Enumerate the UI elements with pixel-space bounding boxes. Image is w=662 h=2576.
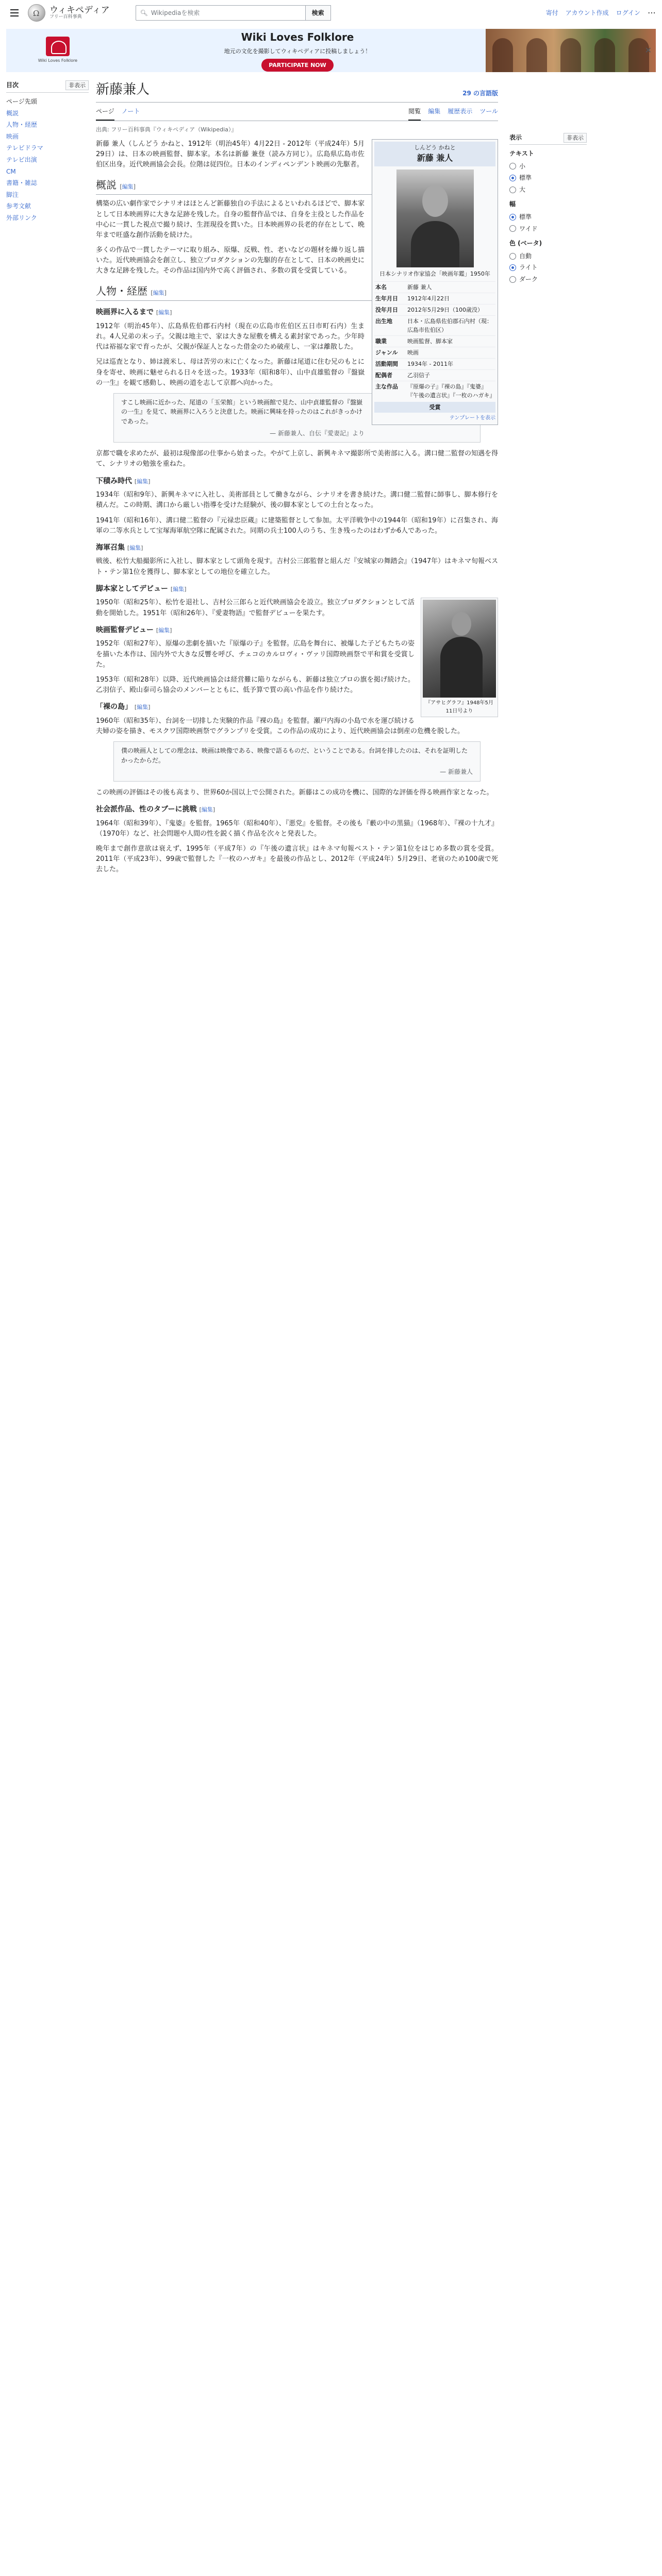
infobox (372, 139, 498, 425)
create-account-link[interactable]: アカウント作成 (565, 9, 609, 16)
appearance-option[interactable] (509, 172, 587, 184)
page-tabs (96, 105, 498, 121)
edit-link[interactable]: 編集 (173, 585, 185, 592)
user-links (546, 7, 656, 20)
close-banner-icon[interactable]: ✕ (644, 45, 652, 55)
edit-link[interactable]: 編集 (137, 478, 148, 485)
subsection-heading: 映画界に入るまで [編集] (96, 308, 172, 317)
toc-item[interactable] (6, 177, 89, 189)
header (0, 0, 662, 26)
tab-history[interactable]: 履歴表示 (448, 108, 473, 115)
subsection-heading: 「裸の島」 [編集] (96, 703, 151, 711)
infobox-value: 日本・広島県佐伯郡石内村（現：広島市佐伯区） (407, 317, 492, 334)
paragraph: 1964年（昭和39年）、『鬼婆』を監督。1965年（昭和40年）、『悪党』を監督。その後も『藪の中の黒猫』（1968年）、『裸の十九才』（1970年）など、社会問題や人間の性を鋭く描く作品を次々と発表した。 (96, 819, 498, 838)
banner-title: Wiki Loves Folklore (241, 30, 354, 43)
toc-item-label: CM (6, 167, 16, 175)
toc-item-label: テレビ出演 (6, 156, 37, 164)
lead-paragraph: 新藤 兼人（しんどう かねと、1912年（明治45年）4月22日 - 2012年（平成24年）5月29日）は、日本の映画監督、脚本家。本名は新藤 兼登（読み方同じ）。広島県広島市佐伯区出身。近代映画協会会長。位階は従四位。日本のインディペンデント映画の先駆者。 (96, 140, 365, 169)
tab-talk[interactable]: ノート (121, 108, 140, 115)
toc-item[interactable] (6, 189, 89, 201)
toc-item[interactable] (6, 166, 89, 178)
radio-icon[interactable] (509, 225, 516, 232)
appearance-panel (509, 76, 587, 879)
infobox-row (374, 369, 495, 381)
appearance-option-label: ライト (519, 264, 538, 272)
infobox-value: 映画監督、脚本家 (407, 338, 453, 345)
paragraph: 多くの作品で一貫したテーマに取り組み、原爆、反戦、性、老いなどの題材を繰り返し描いた。近代映画協会を創立し、独立プロダクションの先駆的存在として、日本の映画史に大きな足跡を残した。その作品は国内外で高く評価され、多数の賞を受賞している。 (96, 246, 365, 275)
infobox-key: 没年月日 (375, 306, 398, 313)
appearance-option[interactable] (509, 262, 587, 274)
login-link[interactable]: ログイン (616, 9, 640, 16)
toc-hide-button[interactable]: 非表示 (65, 80, 89, 90)
banner-logo (6, 37, 109, 64)
participate-button[interactable]: PARTICIPATE NOW (261, 59, 334, 72)
figure-caption: 『アサヒグラフ』1948年5月11日号より (425, 700, 493, 714)
figure (421, 598, 498, 717)
infobox-row (374, 315, 495, 335)
infobox-value: 1934年 - 2011年 (407, 361, 453, 368)
quote-citation: — 新藤兼人 (440, 768, 473, 776)
appearance-option-label: ダーク (519, 275, 538, 283)
paragraph: 1953年（昭和28年）以降、近代映画協会は経営難に陥りながらも、新藤は独立プロの旗を掲げ続けた。乙羽信子、殿山泰司ら協会のメンバーとともに、低予算で質の高い作品を作り続けた。 (96, 675, 415, 694)
toc-item[interactable] (6, 131, 89, 143)
site-wordmark: ウィキペディア (49, 5, 110, 15)
quote-citation: — 新藤兼人、自伝『愛妻記』より (270, 429, 365, 437)
toc-item[interactable] (6, 142, 89, 154)
infobox-row (374, 347, 495, 358)
radio-icon[interactable] (509, 264, 516, 271)
more-options-icon[interactable]: ⋯ (648, 7, 656, 18)
campaign-banner (6, 29, 656, 72)
tab-edit[interactable]: 編集 (428, 108, 441, 115)
tab-tools[interactable]: ツール (479, 108, 498, 115)
wikipedia-globe-icon (28, 4, 45, 22)
infobox-value: 映画 (407, 349, 419, 357)
infobox-value: 2012年5月29日（100歳没） (407, 306, 483, 313)
paragraph: 晩年まで創作意欲は衰えず、1995年（平成7年）の『午後の遺言状』はキネマ旬報ベスト・テン第1位をはじめ多数の賞を受賞。2011年（平成23年）、99歳で監督した『一枚のハガキ』を最後の作品とし、2012年（平成24年）5月29日、老衰のため100歳で死去した。 (96, 844, 498, 874)
toc-item[interactable] (6, 96, 89, 108)
appearance-title: 表示 (509, 134, 522, 141)
portrait-photo[interactable] (396, 170, 474, 267)
banner-photo (486, 29, 656, 72)
toc-item-label: 概説 (6, 109, 19, 117)
toc-item-label: 映画 (6, 132, 19, 140)
edit-link[interactable]: 編集 (158, 626, 170, 634)
infobox-key: 活動期間 (375, 361, 398, 368)
infobox-value: 『原爆の子』『裸の島』『鬼婆』『午後の遺言状』『一枚のハガキ』 (407, 383, 495, 399)
toc-item[interactable] (6, 154, 89, 166)
paragraph: 1960年（昭和35年）、台詞を一切排した実験的作品『裸の島』を監督。瀬戸内海の小島で水を運び続ける夫婦の姿を描き、モスクワ国際映画祭でグランプリを受賞。この作品の成功により、近代映画協会は倒産の危機を脱した。 (96, 717, 464, 735)
site-tagline: フリー百科事典 (49, 14, 82, 20)
subsection-heading: 映画監督デビュー [編集] (96, 625, 172, 634)
toc-item-label: 書籍・雑誌 (6, 179, 38, 187)
paragraph: 戦後、松竹大船撮影所に入社し、脚本家として頭角を現す。吉村公三郎監督と組んだ『安城家の舞踏会』（1947年）はキネマ旬報ベスト・テン第1位を獲得し、脚本家としての地位を確立した。 (96, 557, 498, 576)
figure-photo[interactable] (423, 600, 496, 698)
width-label: 幅 (509, 200, 516, 208)
infobox-name: 新藤 兼人 (417, 152, 453, 163)
appearance-option-label: 標準 (519, 174, 532, 182)
edit-link[interactable]: 編集 (153, 290, 164, 297)
infobox-value: 乙羽信子 (407, 372, 430, 379)
appearance-option-label: 大 (519, 185, 526, 193)
search-button[interactable]: 検索 (306, 5, 331, 21)
color-label: 色 (ベータ) (509, 240, 542, 247)
banner-logo-text: Wiki Loves Folklore (38, 58, 78, 63)
paragraph: 1934年（昭和9年）、新興キネマに入社し、美術部員として働きながら、シナリオを書き続けた。溝口健二監督に師事し、脚本修行を積んだ。この時期、溝口から厳しい指導を受けた経験が、後の脚本家としての土台となった。 (96, 491, 498, 510)
toc-item[interactable] (6, 212, 89, 224)
site-logo[interactable] (28, 4, 110, 22)
main-menu-button[interactable] (6, 5, 23, 21)
toc-item-label: テレビドラマ (6, 144, 43, 152)
quote-text: すこし映画に近かった、尾道の「玉栄館」という映画館で見た、山中貞雄監督の『盤嶽の一生』を見て、映画界に入ろうと決意した。映画に興味を持ったのはこれがきっかけであった。 (121, 398, 363, 426)
main-content (96, 76, 498, 879)
quote-text: 僕の映画人としての理念は、映画は映像である、映像で語るものだ、ということである。台詞を排したのは、それを証明したかったからだ。 (121, 747, 468, 764)
appearance-option-label: 小 (519, 162, 526, 170)
subsection-heading: 下積み時代 [編集] (96, 477, 151, 485)
infobox-key: 配偶者 (375, 372, 392, 379)
tab-page[interactable]: ページ (96, 105, 114, 121)
paragraph: この映画の評価はその後も高まり、世界60か国以上で公開された。新藤はこの成功を機に、国際的な評価を得る映画作家となった。 (96, 788, 493, 796)
infobox-row (374, 335, 495, 347)
toc-item-label: 参考文献 (6, 202, 31, 210)
infobox-key: 主な作品 (375, 383, 398, 391)
radio-icon[interactable] (509, 276, 516, 283)
paragraph: 1952年（昭和27年）、原爆の悲劇を描いた『原爆の子』を監督。広島を舞台に、被爆した子どもたちの姿を描いた本作は、国内外で大きな反響を呼び、チェコのカルロヴィ・ヴァリ国際映画祭で平和賞を受賞した。 (96, 640, 415, 669)
edit-link[interactable]: 編集 (137, 704, 148, 711)
search-placeholder: Wikipediaを検索 (151, 9, 200, 16)
infobox-key: 本名 (375, 283, 387, 291)
appearance-option[interactable] (509, 184, 587, 196)
search-input[interactable] (136, 5, 306, 21)
donate-link[interactable]: 寄付 (545, 9, 558, 16)
appearance-option[interactable] (509, 211, 587, 223)
paragraph: 構築の広い劇作家でシナリオはほとんど新藤独自の手法によるといわれるほどで、脚本家として日本映画界に大きな足跡を残した。自身の監督作品では、自身を主役とした作品を中心に一貫した視点で撮り続け、生涯現役を貫いた。日本映画界の長老的存在として、晩年まで旺盛な創作活動を続けた。 (96, 200, 365, 239)
blockquote (113, 741, 481, 782)
appearance-option-label: 自動 (519, 252, 532, 260)
infobox-caption: 日本シナリオ作家協会「映画年鑑」1950年 (379, 270, 490, 277)
edit-link[interactable]: 編集 (129, 544, 141, 551)
infobox-value: 新藤 兼人 (407, 283, 432, 291)
infobox-value: 1912年4月22日 (407, 295, 450, 302)
banner-subtitle: 地元の文化を撮影してウィキペディアに投稿しましょう！ (224, 47, 371, 55)
paragraph: 1912年（明治45年）、広島県佐伯郡石内村（現在の広島市佐伯区五日市町石内）生まれ。4人兄弟の末っ子。父親は地主で、家は大きな屋敷を構える素封家であった。少年時代は裕福な家で育ったが、父親が保証人となった借金のため破産し、一家は離散した。 (96, 323, 365, 351)
text-size-label: テキスト (509, 150, 534, 158)
radio-icon[interactable] (509, 187, 516, 193)
search-form (136, 5, 331, 21)
section-heading-biography: 人物・経歴 [編集] (96, 283, 498, 301)
appearance-option-label: ワイド (519, 225, 538, 232)
appearance-option[interactable] (509, 250, 587, 262)
appearance-option[interactable] (509, 223, 587, 235)
table-of-contents (6, 76, 89, 879)
toc-title: 目次 (6, 81, 19, 89)
infobox-key: 出生地 (375, 317, 392, 325)
radio-icon[interactable] (509, 163, 516, 170)
subsection-heading: 脚本家としてデビュー [編集] (96, 584, 187, 593)
edit-link[interactable]: 編集 (122, 183, 134, 191)
radio-icon[interactable] (509, 175, 516, 181)
infobox-row (374, 358, 495, 369)
paragraph: 1941年（昭和16年）、溝口健二監督の『元禄忠臣蔵』に建築監督として参加。太平洋戦争中の1944年（昭和19年）に召集され、海軍の二等水兵として宝塚海軍航空隊に配属された。同期の兵士100人のうち、生き残ったのはわずか6人であった。 (96, 516, 498, 535)
radio-icon[interactable] (509, 253, 516, 260)
toc-item-label: ページ先頭 (6, 98, 37, 106)
paragraph: 1950年（昭和25年）、松竹を退社し、吉村公三郎らと近代映画協会を設立。独立プロダクションとして活動を開始した。1951年（昭和26年）、『愛妻物語』で監督デビューを果たす。 (96, 599, 415, 617)
subsection-heading: 社会派作品、性のタブーに挑戦 [編集] (96, 805, 216, 814)
paragraph: 兄は巡査となり、姉は渡米し、母は苦労の末に亡くなった。新藤は尾道に住む兄のもとに身を寄せ、映画に魅せられる日々を送った。1933年（昭和8年）、山中貞雄監督の『盤嶽の一生』を観て感動し、映画の道を志して京都へ向かった。 (96, 358, 365, 387)
wiki-loves-folklore-logo-icon (46, 37, 70, 56)
appearance-option[interactable] (509, 274, 587, 285)
appearance-option-label: 標準 (519, 213, 532, 221)
infobox-awards-header[interactable]: 受賞 (374, 402, 495, 413)
infobox-template-link[interactable]: テンプレートを表示 (449, 415, 495, 421)
subsection-heading: 海軍召集 [編集] (96, 543, 143, 552)
edit-link[interactable]: 編集 (158, 309, 170, 316)
edit-link[interactable]: 編集 (201, 806, 213, 813)
paragraph: 京都で職を求めたが、最初は現像部の仕事から始まった。やがて上京し、新興キネマ撮影所で美術部に入る。溝口健二監督の知遇を得て、シナリオの勉強を重ねた。 (96, 450, 498, 468)
infobox-key: 職業 (375, 338, 387, 345)
infobox-furigana: しんどう かねと (414, 144, 456, 151)
search-icon: 🔍︎ (140, 9, 148, 16)
language-button[interactable]: 29 の言語版 (462, 89, 498, 97)
infobox-key: 生年月日 (375, 295, 398, 302)
infobox-row (374, 304, 495, 315)
page-source-note: 出典: フリー百科事典『ウィキペディア（Wikipedia）』 (96, 126, 237, 133)
infobox-row (374, 281, 495, 293)
page-title: 新藤兼人 (96, 82, 150, 97)
appearance-hide-button[interactable]: 非表示 (564, 133, 587, 143)
infobox-row (374, 293, 495, 304)
toc-item[interactable] (6, 119, 89, 131)
toc-item[interactable] (6, 200, 89, 212)
radio-icon[interactable] (509, 214, 516, 221)
appearance-option[interactable] (509, 161, 587, 173)
infobox-key: ジャンル (375, 349, 398, 357)
toc-item[interactable] (6, 108, 89, 120)
toc-item-label: 脚注 (6, 191, 19, 198)
toc-item-label: 人物・経歴 (6, 121, 38, 129)
section-heading-overview: 概説 [編集] (96, 177, 498, 195)
infobox-row (374, 381, 495, 401)
tab-read[interactable]: 閲覧 (408, 105, 421, 121)
toc-item-label: 外部リンク (6, 214, 37, 222)
